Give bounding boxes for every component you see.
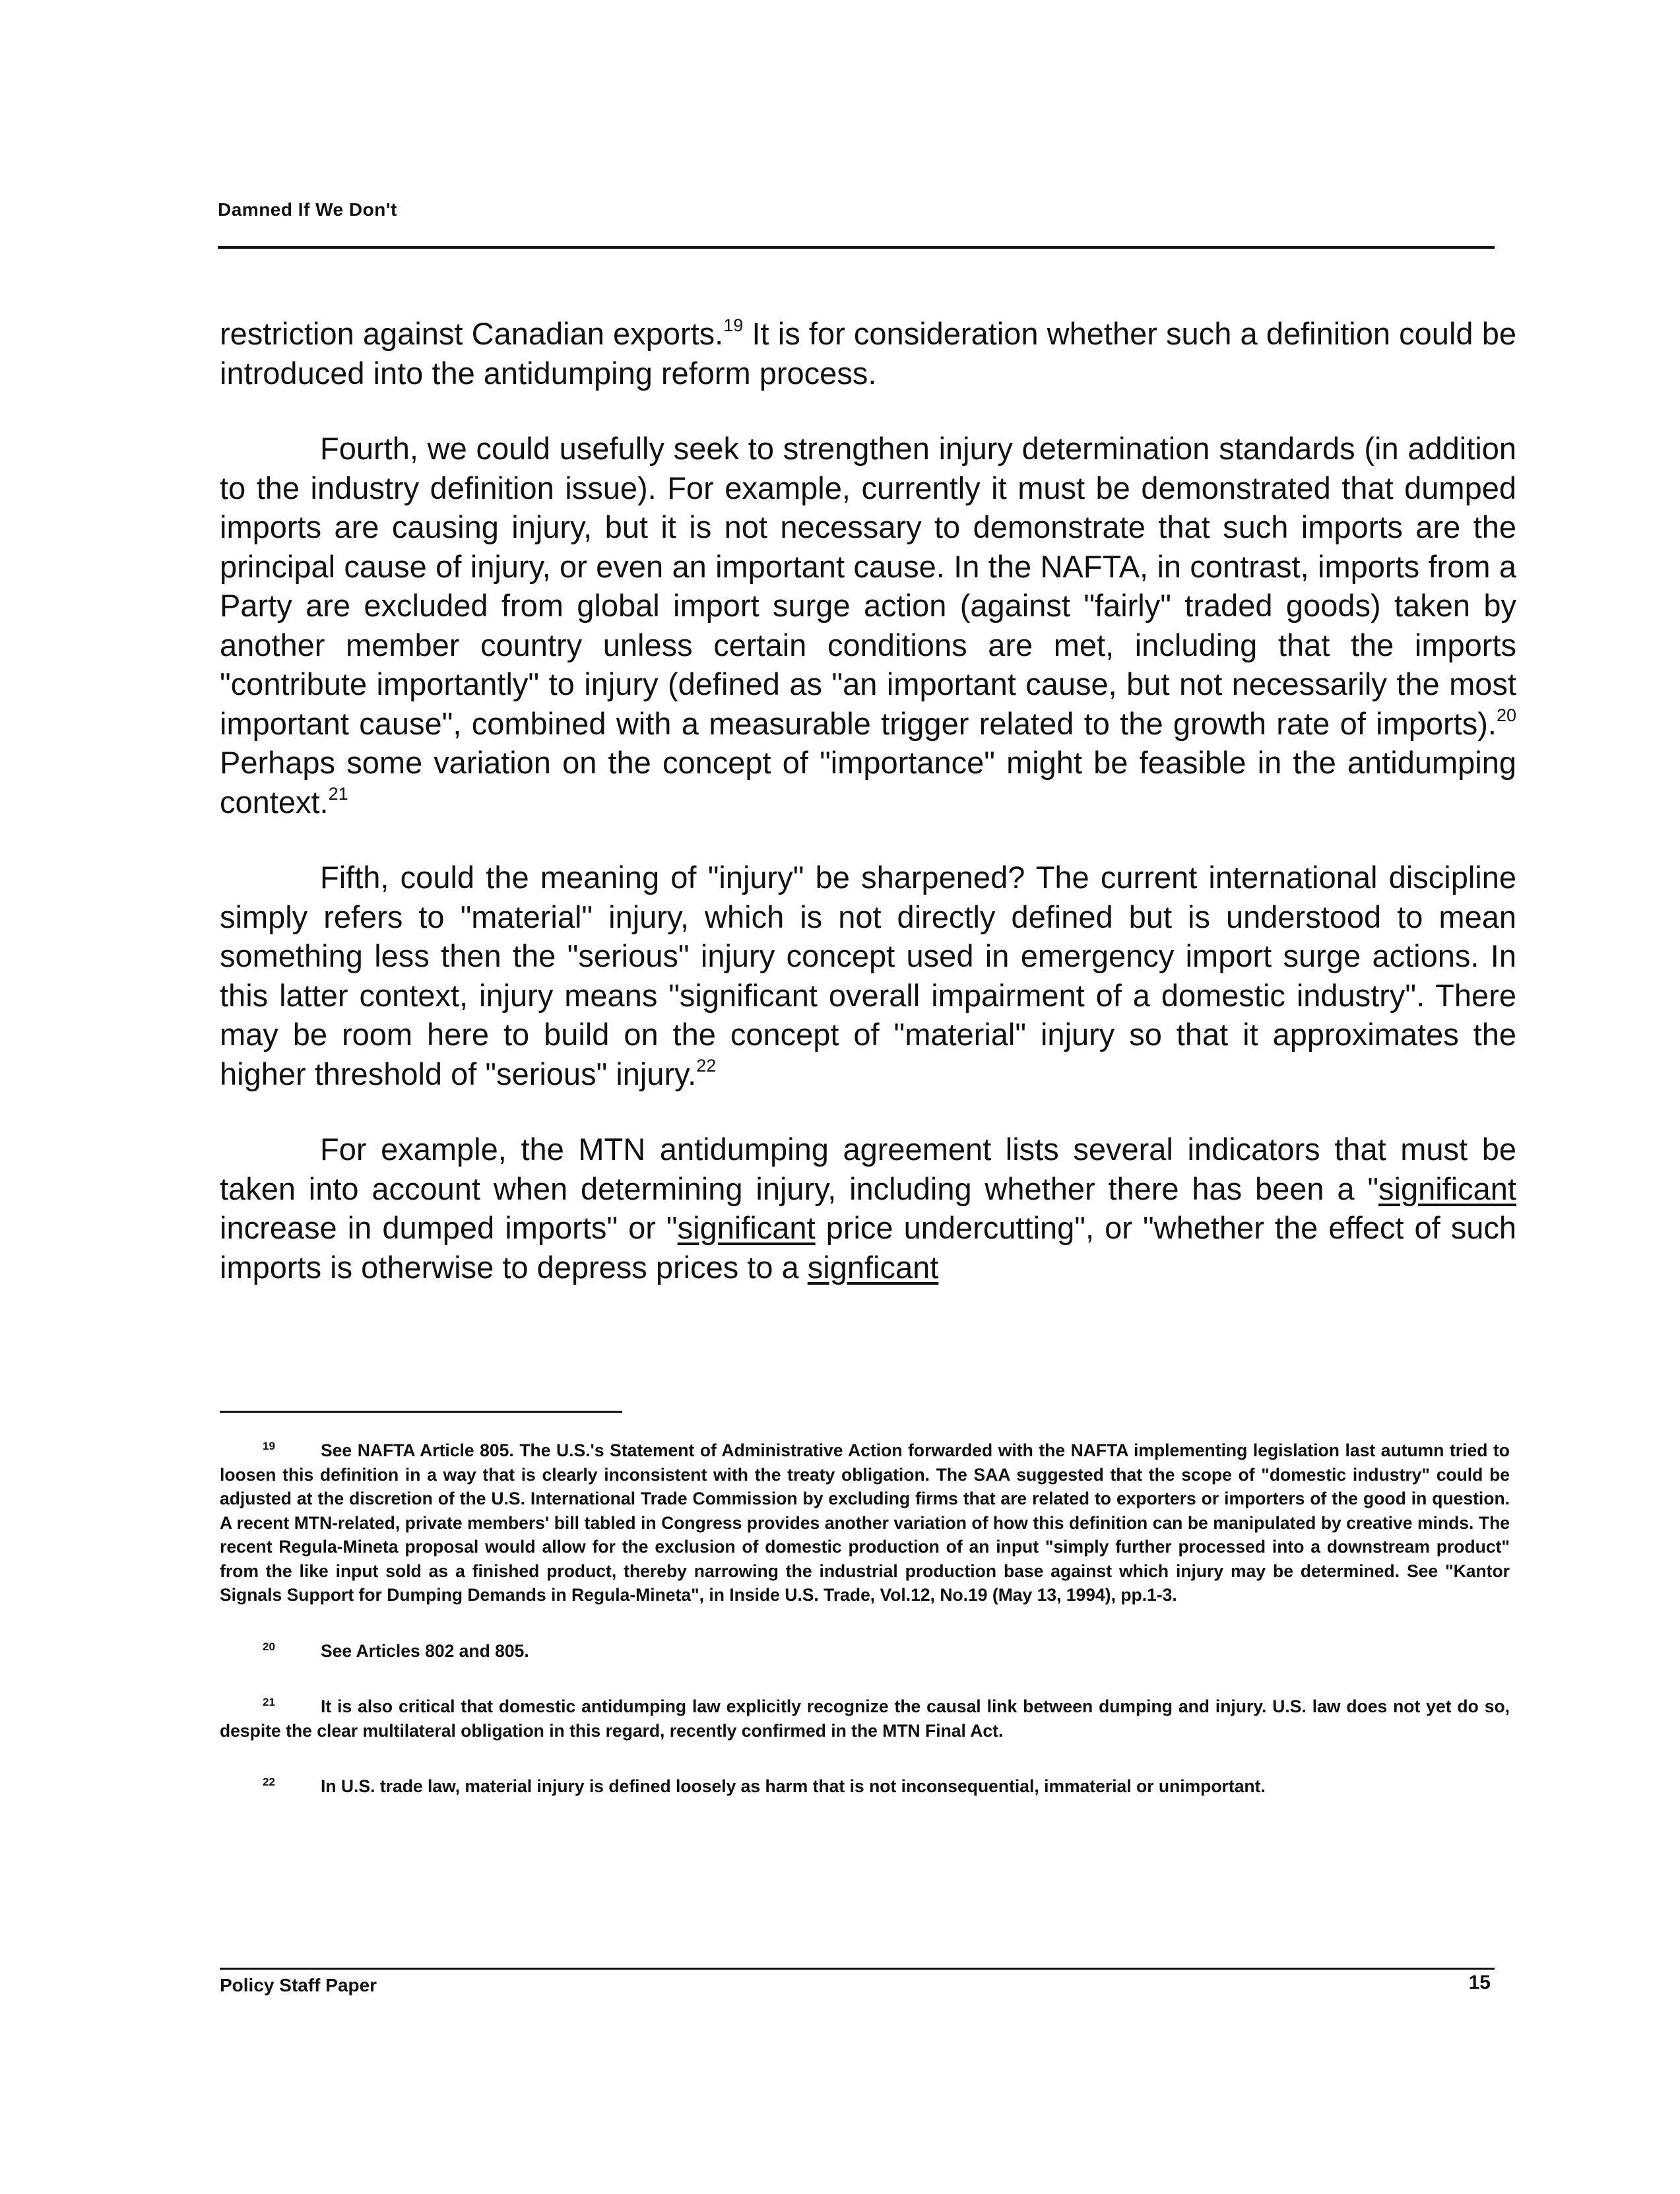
page-number: 15 (1468, 1972, 1491, 1993)
footnote-separator (220, 1411, 622, 1413)
footnote-21: 21 It is also critical that domestic antidumping law explicitly recognize the causal link between dumping and injury. U.S. law does not yet do so, despite the clear multilateral obligation in this regard, recently confirmed in the MTN Final Act. (220, 1696, 1510, 1741)
paragraph-text: For example, the MTN antidumping agreement lists several indicators that must be taken into account when determining injury, including whether there has been a " (220, 1132, 1516, 1206)
underlined-term: signficant (807, 1249, 939, 1285)
footnote-20: 20 See Articles 802 and 805. (263, 1640, 529, 1661)
running-head-title: Damned If We Don't (218, 199, 397, 220)
footnote-ref-19: 19 (723, 315, 744, 335)
main-body (220, 314, 1516, 1287)
footnote-text: See NAFTA Article 805. The U.S.'s Statement of Administrative Action forwarded with the NAFTA implementing legislation last autumn tried to loosen this definition in a way that is clearly inconsistent with the treaty obligation. The SAA suggested that the scope of "domestic industry" could be adjusted at the discretion of the U.S. International Trade Commission by excluding firms that are related to exporters or importers of the good in question. A recent MTN-related, private members' bill tabled in Congress provides another variation of how this definition can be manipulated by creative minds. The recent Regula-Mineta proposal would allow for the exclusion of domestic production of an input "simply further processed into a downstream product" from the like input sold as a finished product, thereby narrowing the industrial production base against which injury may be determined. See "Kantor Signals Support for Dumping Demands in Regula-Mineta", in Inside U.S. Trade, Vol.12, No.19 (May 13, 1994), pp.1-3. (220, 1440, 1510, 1605)
footer-rule (220, 1968, 1495, 1970)
footnote-ref-21: 21 (328, 783, 348, 804)
footnote-text: It is also critical that domestic antidumping law explicitly recognize the causal link between dumping and injury. U.S. law does not yet do so, despite the clear multilateral obligation in this regard, recently confirmed in the MTN Final Act. (220, 1696, 1510, 1741)
paragraph-1 (220, 314, 1516, 393)
footnote-19: 19 See NAFTA Article 805. The U.S.'s Statement of Administrative Action forwarded with the NAFTA implementing legislation last autumn tried to loosen this definition in a way that is clearly inconsistent with the treaty obligation. The SAA suggested that the scope of "domestic industry" could be adjusted at the discretion of the U.S. International Trade Commission by excluding firms that are related to exporters or importers of the good in question. A recent MTN-related, private members' bill tabled in Congress provides another variation of how this definition can be manipulated by creative minds. The recent Regula-Mineta proposal would allow for the exclusion of domestic production of an input "simply further processed into a downstream product" from the like input sold as a finished product, thereby narrowing the industrial production base against which injury may be determined. See "Kantor Signals Support for Dumping Demands in Regula-Mineta", in Inside U.S. Trade, Vol.12, No.19 (May 13, 1994), pp.1-3. (220, 1440, 1510, 1605)
paragraph-text: price undercutting", or "whether the effect of such imports is otherwise to depress prices to a (220, 1210, 1516, 1285)
footer-publication: Policy Staff Paper (220, 1975, 377, 1995)
underlined-term: significant (1378, 1171, 1516, 1206)
footnote-text: See Articles 802 and 805. (321, 1640, 529, 1661)
paragraph-2 (220, 429, 1516, 822)
footnote-text: In U.S. trade law, material injury is defined loosely as harm that is not inconsequential, immaterial or unimportant. (321, 1776, 1266, 1796)
paragraph-3 (220, 858, 1516, 1093)
paragraph-text: It is for consideration whether such a definition could be introduced into the antidumping reform process. (220, 316, 1516, 391)
underlined-term: significant (677, 1210, 816, 1245)
header-rule (218, 246, 1495, 249)
paragraph-text: Fourth, we could usefully seek to strengthen injury determination standards (in addition to the industry definition issue). For example, currently it must be demonstrated that dumped imports are causing injury, but it is not necessary to demonstrate that such imports are the principal cause of injury, or even an important cause. In the NAFTA, in contrast, imports from a Party are excluded from global import surge action (against "fairly" traded goods) taken by another member country unless certain conditions are met, including that the imports "contribute importantly" to injury (defined as "an important cause, but not necessarily the most important cause", combined with a measurable trigger related to the growth rate of imports). (220, 431, 1516, 741)
paragraph-text: restriction against Canadian exports. (220, 316, 724, 351)
footnote-22: 22 In U.S. trade law, material injury is defined loosely as harm that is not inconsequential, immaterial or unimportant. (263, 1776, 1266, 1796)
paragraph-text: Fifth, could the meaning of "injury" be sharpened? The current international discipline simply refers to "material" injury, which is not directly defined but is understood to mean something less then the "serious" injury concept used in emergency import surge actions. In this latter context, injury means "significant overall impairment of a domestic industry". There may be room here to build on the concept of "material" injury so that it approximates the higher threshold of "serious" injury. (220, 860, 1516, 1091)
paragraph-text: Perhaps some variation on the concept of "importance" might be feasible in the antidumping context. (220, 745, 1516, 820)
paragraph-4 (220, 1130, 1516, 1287)
paragraph-text: increase in dumped imports" or " (220, 1210, 678, 1245)
footnote-ref-22: 22 (696, 1055, 717, 1076)
footnote-ref-20: 20 (1496, 705, 1516, 725)
footnotes-section (220, 1438, 1510, 1830)
